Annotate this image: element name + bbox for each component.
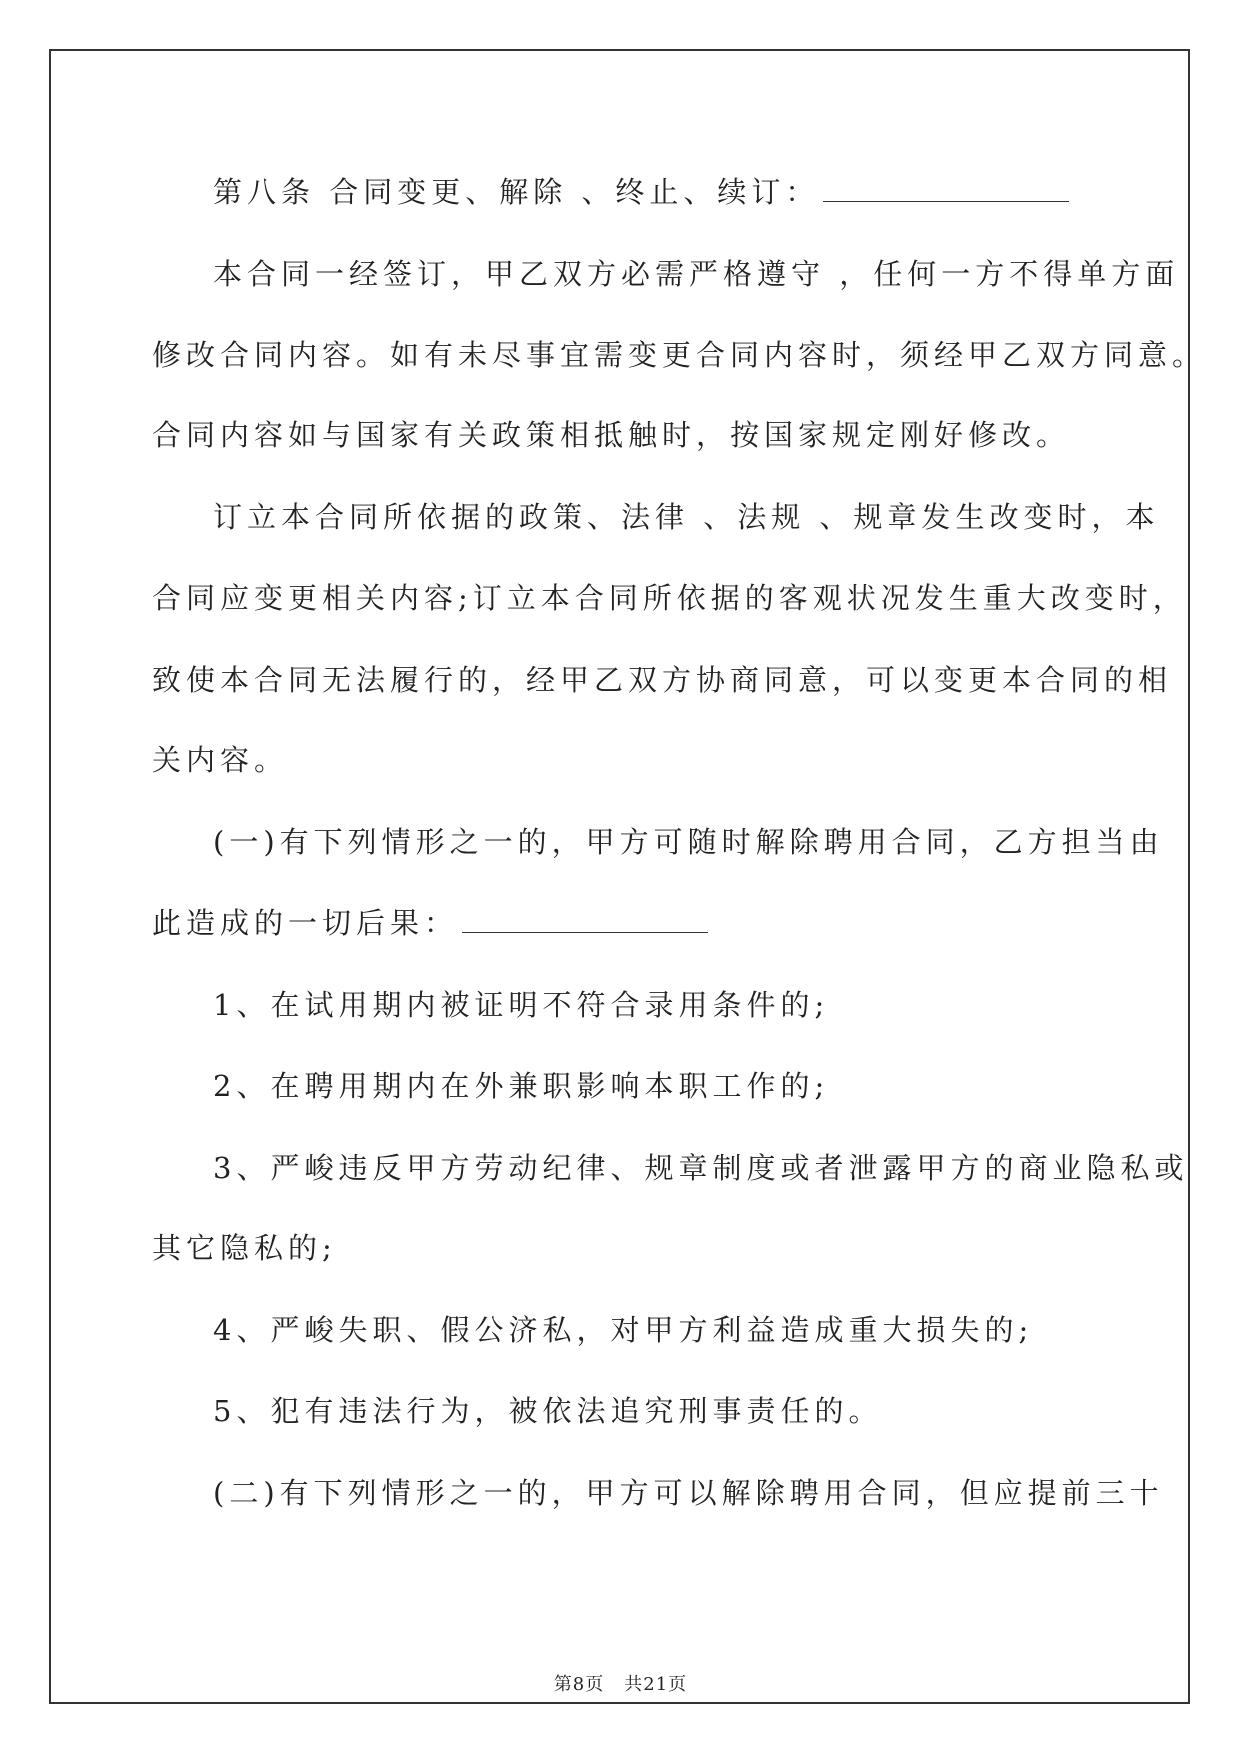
- article-heading: 第八条 合同变更、解除 、终止、续订：: [213, 172, 1069, 212]
- list-item: 5、犯有违法行为，被依法追究刑事责任的。: [213, 1394, 883, 1428]
- paragraph-line: 此造成的一切后果：: [152, 903, 708, 943]
- paragraph-line: 合同内容如与国家有关政策相抵触时，按国家规定刚好修改。: [152, 418, 1071, 452]
- page-number: 第8页: [553, 1674, 605, 1695]
- list-item: 2、在聘用期内在外兼职影响本职工作的;: [213, 1069, 830, 1103]
- list-item: 1、在试用期内被证明不符合录用条件的;: [213, 988, 830, 1022]
- fill-blank: [823, 175, 1069, 202]
- paragraph-line: 修改合同内容。如有未尽事宜需变更合同内容时，须经甲乙双方同意。: [152, 338, 1207, 372]
- page-footer: [0, 1670, 1241, 1696]
- paragraph-line: 本合同一经签订，甲乙双方必需严格遵守 ，任何一方不得单方面: [213, 257, 1180, 291]
- paragraph-line: 其它隐私的;: [152, 1231, 337, 1265]
- page-border: [49, 49, 1190, 1704]
- paragraph-line: 订立本合同所依据的政策、法律 、法规 、规章发生改变时，本: [213, 500, 1160, 534]
- paragraph-line: 致使本合同无法履行的，经甲乙双方协商同意，可以变更本合同的相: [152, 663, 1173, 697]
- fill-blank: [462, 906, 708, 933]
- paragraph-line: (二)有下列情形之一的，甲方可以解除聘用合同，但应提前三十: [213, 1476, 1164, 1510]
- paragraph-line: 合同应变更相关内容;订立本合同所依据的客观状况发生重大改变时，: [152, 581, 1187, 615]
- list-item: 4、严峻失职、假公济私，对甲方利益造成重大损失的;: [213, 1313, 1034, 1347]
- paragraph-line: (一)有下列情形之一的，甲方可随时解除聘用合同，乙方担当由: [213, 825, 1164, 859]
- list-item: 3、严峻违反甲方劳动纪律、规章制度或者泄露甲方的商业隐私或: [213, 1151, 1189, 1185]
- paragraph-line: 关内容。: [152, 743, 289, 777]
- page-total: 共21页: [624, 1674, 688, 1695]
